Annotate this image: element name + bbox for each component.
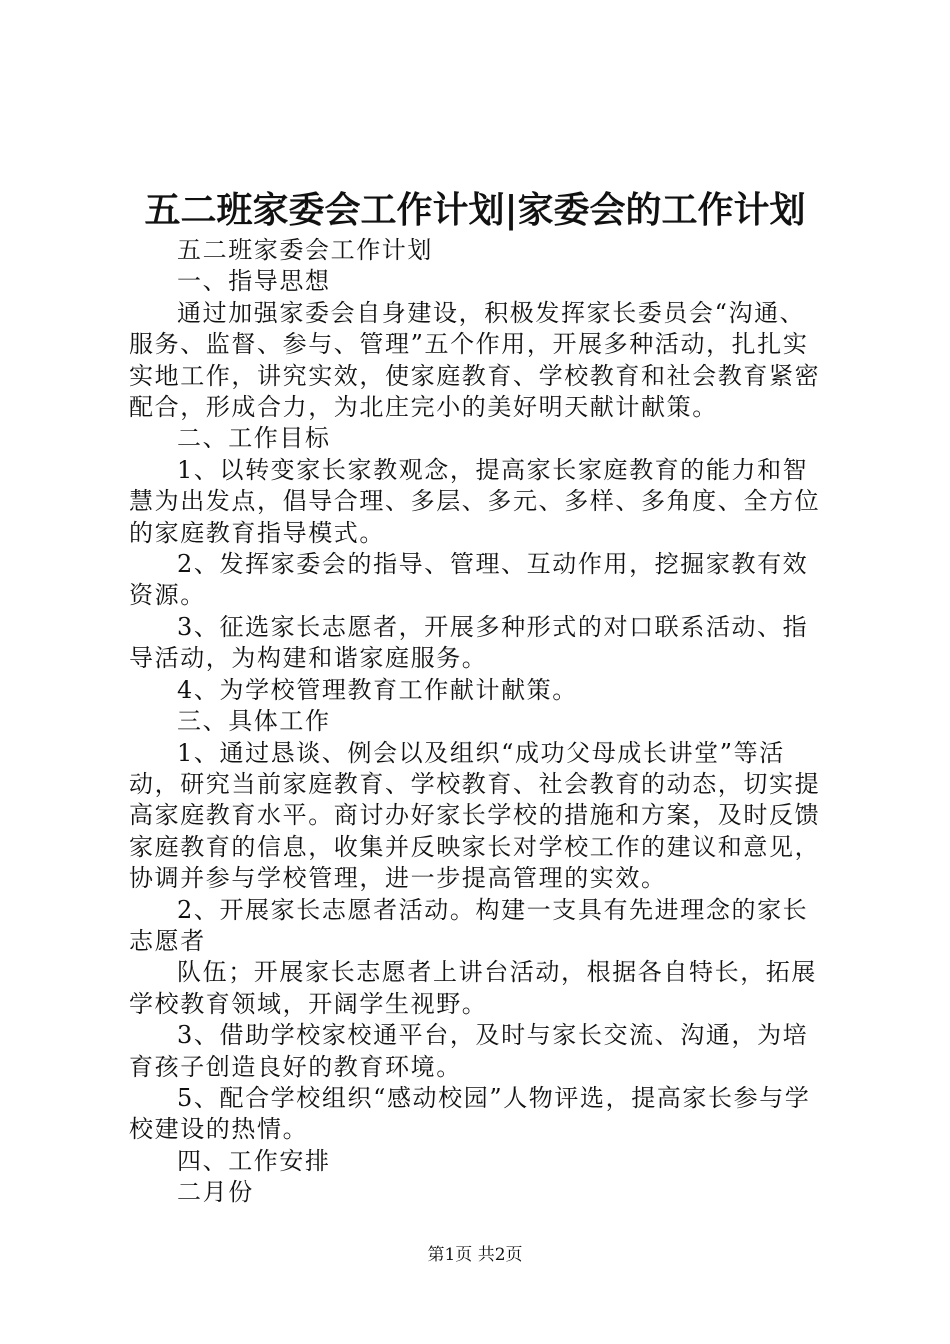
paragraph-month: 二月份 [177,1178,254,1207]
section-heading-guiding-idea: 一、指导思想 [177,267,331,296]
paragraph: 2、开展家长志愿者活动。构建一支具有先进理念的家长志愿者 [129,895,809,955]
paragraph: 4、为学校管理教育工作献计献策。 [177,675,578,704]
paragraph: 队伍；开展家长志愿者上讲台活动，根据各自特长，拓展学校教育领域，开阔学生视野。 [129,958,817,1018]
paragraph: 3、征选家长志愿者，开展多种形式的对口联系活动、指导活动，为构建和谐家庭服务。 [129,612,809,673]
paragraph: 1、通过恳谈、例会以及组织“成功父母成长讲堂”等活动，研究当前家庭教育、学校教育、社会教育的动态，切实提高家庭教育水平。商讨办好家长学校的措施和方案，及时反馈家庭教育的信息，收集并反映家长对学校工作的建议和意见，协调并参与学校管理，进一步提高管理的实效。 [129,738,821,893]
paragraph: 1、以转变家长家教观念，提高家长家庭教育的能力和智慧为出发点，倡导合理、多层、多元、多样、多角度、全方位的家庭教育指导模式。 [129,455,821,547]
document-body [129,235,829,1209]
paragraph-subtitle: 五二班家委会工作计划 [177,236,433,264]
paragraph: 3、借助学校家校通平台，及时与家长交流、沟通，为培育孩子创造良好的教育环境。 [129,1021,809,1081]
paragraph: 5、配合学校组织“感动校园”人物评选，提高家长参与学校建设的热情。 [129,1083,811,1144]
page-number-footer: 第1页 共2页 [427,1245,523,1265]
section-heading-specific-work: 三、具体工作 [177,707,331,736]
section-heading-work-schedule: 四、工作安排 [177,1146,331,1175]
document-title: 五二班家委会工作计划|家委会的工作计划 [144,189,806,231]
paragraph: 2、发挥家委会的指导、管理、互动作用，挖掘家教有效资源。 [129,550,809,610]
paragraph: 通过加强家委会自身建设，积极发挥家长委员会“沟通、服务、监督、参与、管理”五个作用，开展多种活动，扎扎实实地工作，讲究实效，使家庭教育、学校教育和社会教育紧密配合，形成合力，为北庄完小的美好明天献计献策。 [129,298,821,422]
section-heading-work-goals: 二、工作目标 [177,424,331,453]
